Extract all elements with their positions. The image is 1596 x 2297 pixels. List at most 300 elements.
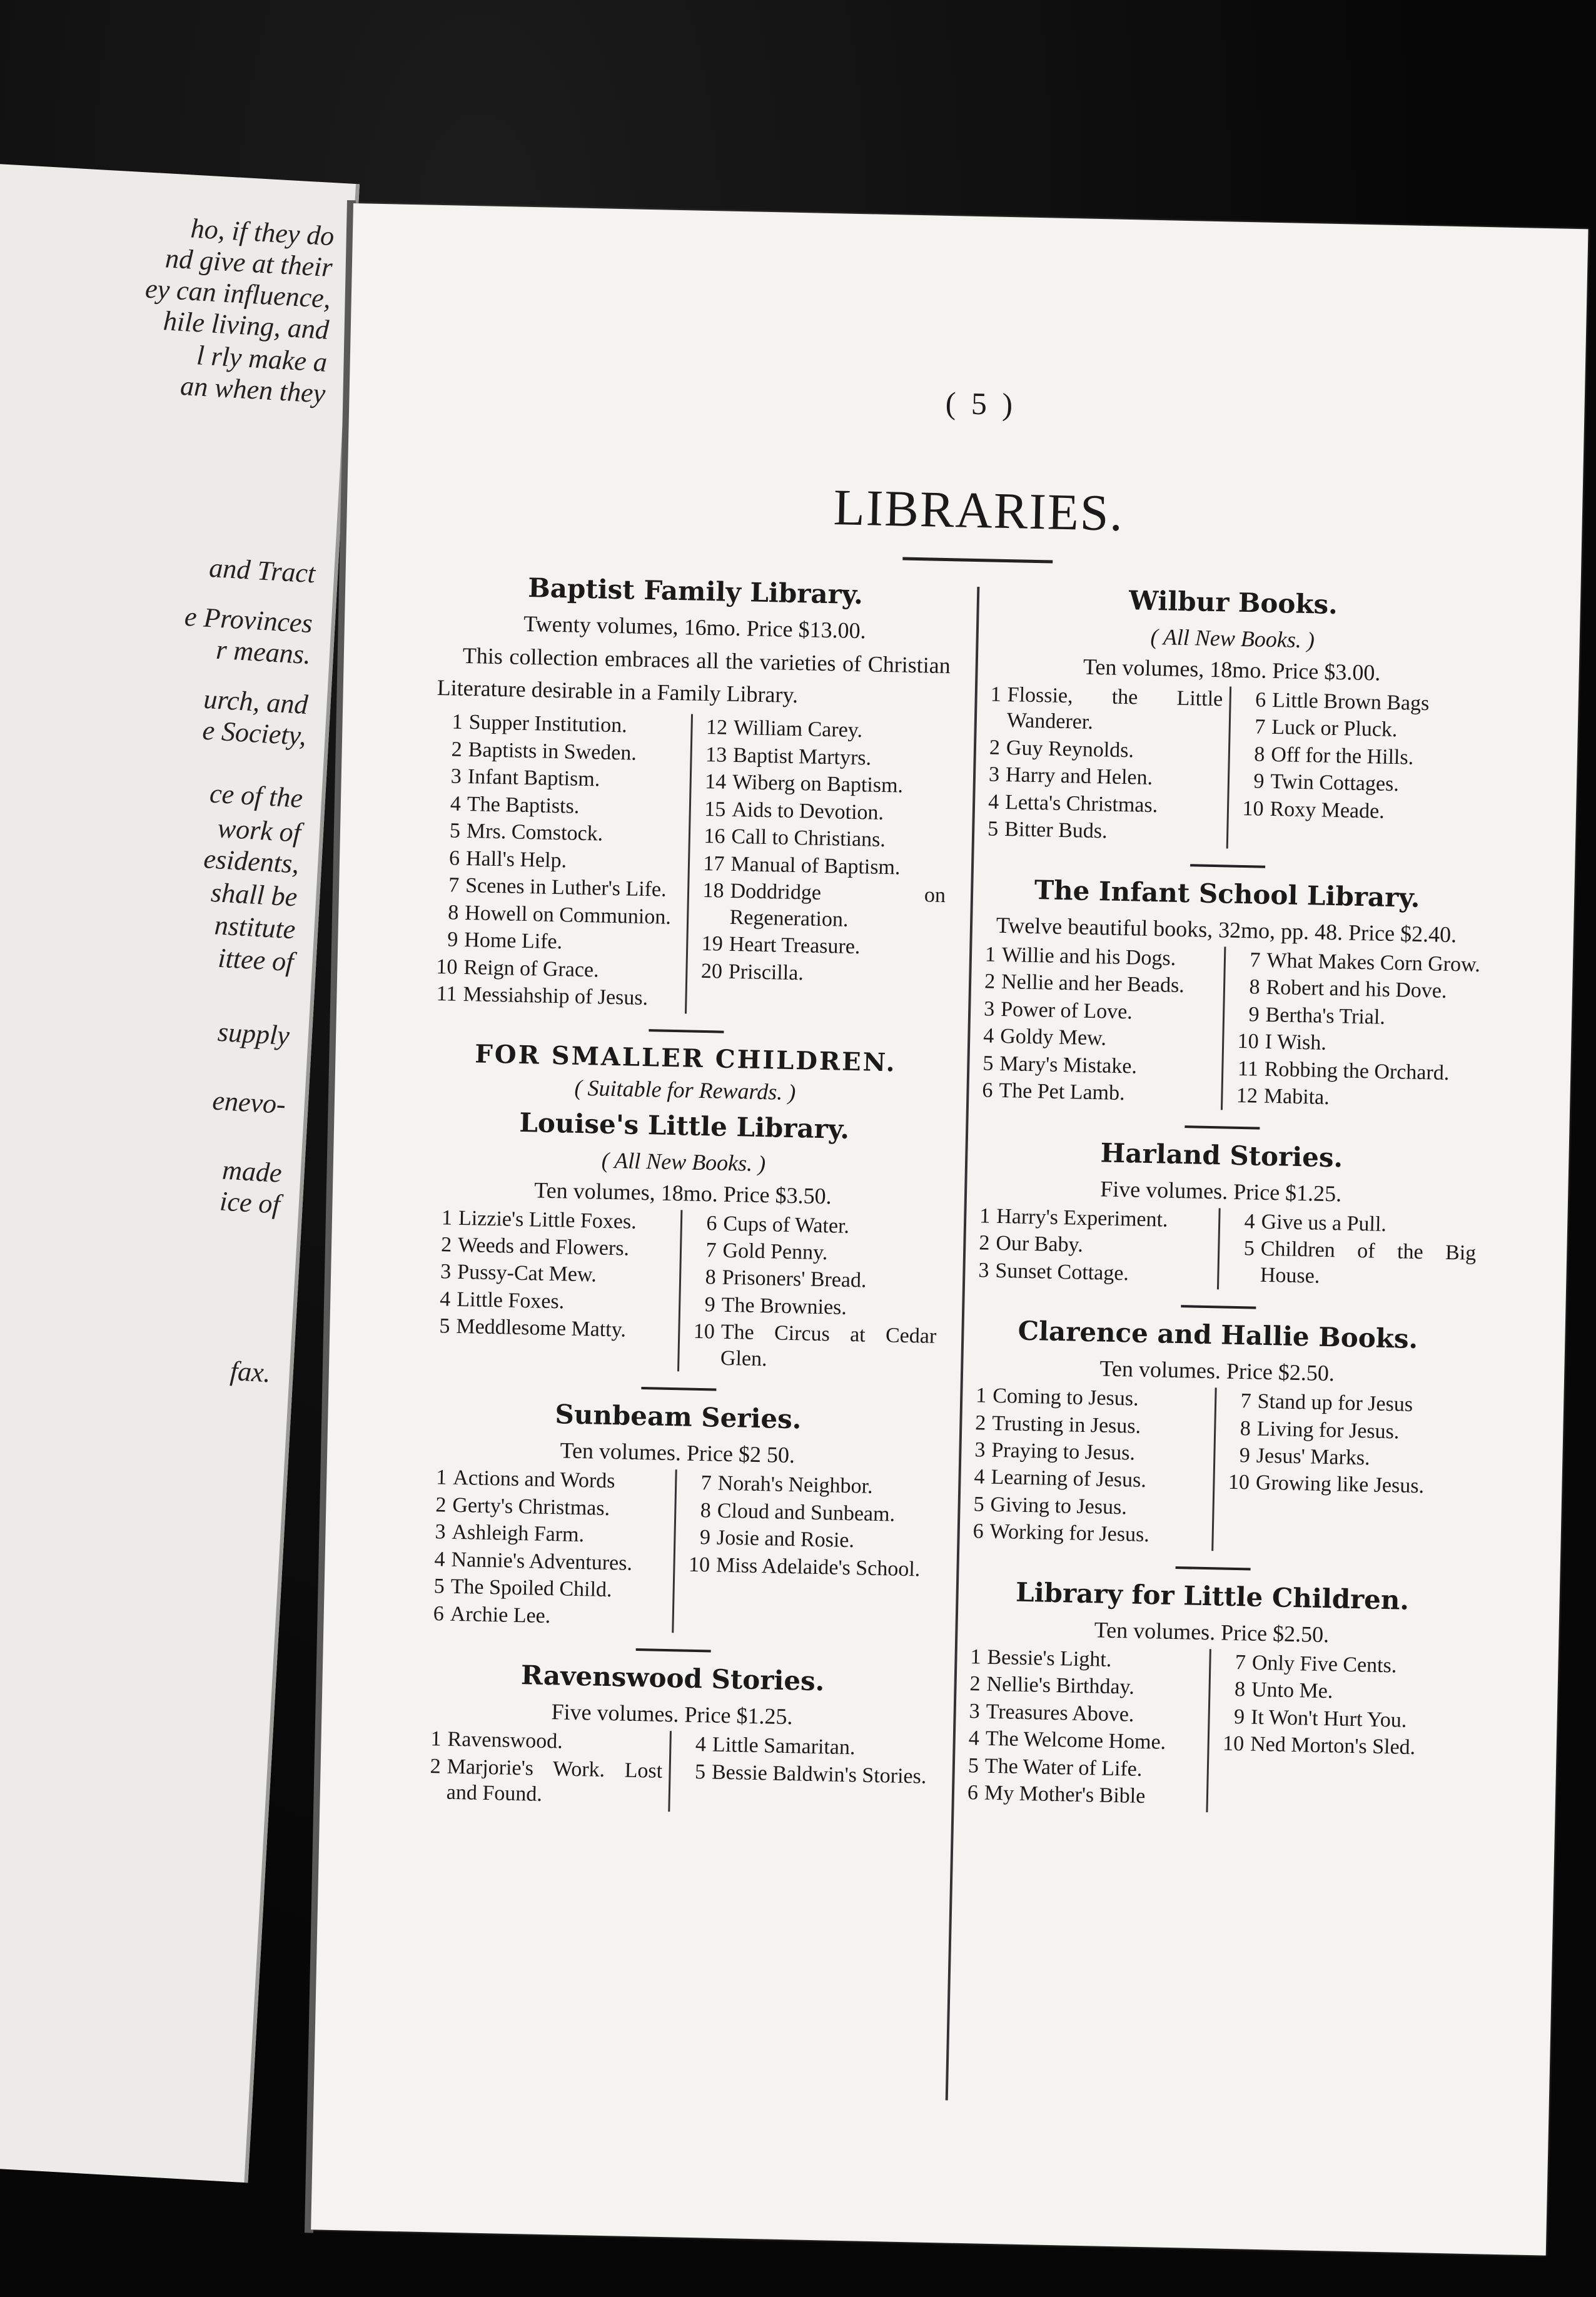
book-number: 16 bbox=[704, 824, 725, 848]
left-page-line: ey can influence, bbox=[144, 273, 332, 315]
left-column bbox=[401, 563, 964, 1817]
left-page-line: esidents, bbox=[203, 843, 300, 880]
book-number: 1 bbox=[441, 1205, 453, 1230]
book-number: 4 bbox=[439, 1287, 451, 1311]
book-number: 10 bbox=[1237, 1030, 1260, 1053]
book-title: Reign of Grace. bbox=[463, 955, 599, 982]
book-column-right bbox=[679, 1210, 939, 1377]
book-title: Miss Adelaide's School. bbox=[715, 1553, 921, 1581]
smaller-children-heading: FOR SMALLER CHILDREN. bbox=[474, 1038, 897, 1078]
book-entry bbox=[425, 1259, 673, 1290]
book-title: The Baptists. bbox=[467, 792, 580, 818]
book-entry bbox=[1220, 1649, 1468, 1680]
book-title: Harry and Helen. bbox=[1005, 763, 1153, 790]
book-number: 19 bbox=[701, 932, 724, 956]
sunbeam-title: Sunbeam Series. bbox=[555, 1399, 802, 1435]
infant-school-price: Twelve beautiful books, 32mo, pp. 48. Price $2.40. bbox=[996, 912, 1457, 948]
book-column-left bbox=[417, 1464, 677, 1633]
left-page-line: e Provinces bbox=[183, 601, 314, 639]
book-entry bbox=[1240, 687, 1488, 718]
book-number: 4 bbox=[1244, 1209, 1256, 1234]
book-column-left bbox=[423, 1204, 682, 1371]
sunbeam-books bbox=[417, 1464, 933, 1638]
book-number: 3 bbox=[978, 1258, 989, 1282]
book-number: 1 bbox=[452, 710, 463, 734]
book-entry bbox=[689, 1264, 937, 1296]
book-entry bbox=[435, 736, 684, 768]
book-entry bbox=[974, 681, 1223, 738]
left-page-line: enevo- bbox=[211, 1085, 287, 1120]
book-column-left bbox=[966, 941, 1226, 1110]
book-number: 2 bbox=[430, 1754, 442, 1778]
left-page-line: supply bbox=[216, 1016, 291, 1052]
book-entry bbox=[432, 900, 680, 931]
book-entry bbox=[954, 1671, 1202, 1702]
book-title: Robert and his Dove. bbox=[1266, 976, 1447, 1003]
book-column-right bbox=[674, 1470, 934, 1638]
book-entry bbox=[974, 734, 1222, 766]
book-number: 2 bbox=[984, 970, 996, 994]
book-title: Mabita. bbox=[1263, 1084, 1330, 1110]
book-title: Twin Cottages. bbox=[1270, 770, 1400, 796]
book-entry bbox=[959, 1409, 1208, 1441]
section-rule bbox=[1190, 864, 1265, 868]
book-entry bbox=[1223, 1469, 1472, 1501]
book-number: 5 bbox=[967, 1753, 979, 1778]
book-entry bbox=[973, 761, 1221, 793]
book-number: 3 bbox=[983, 997, 995, 1021]
book-title: Little Brown Bags bbox=[1271, 688, 1430, 716]
book-number: 7 bbox=[705, 1239, 717, 1262]
book-number: 1 bbox=[990, 682, 1002, 706]
book-number: 10 bbox=[693, 1320, 715, 1344]
book-title: Supper Institution. bbox=[468, 711, 628, 738]
little-children-title: Library for Little Children. bbox=[1015, 1576, 1410, 1616]
book-entry bbox=[433, 872, 681, 903]
book-column-left bbox=[952, 1643, 1211, 1812]
book-column-left bbox=[962, 1202, 1220, 1289]
book-entry bbox=[701, 714, 949, 746]
book-entry bbox=[695, 958, 944, 989]
book-entry bbox=[963, 1230, 1211, 1261]
book-entry bbox=[698, 851, 946, 882]
book-title: Growing like Jesus. bbox=[1255, 1471, 1425, 1498]
book-title: Marjorie's Work. Lost and Found. bbox=[446, 1755, 663, 1806]
left-page-line: nd give at their bbox=[164, 243, 333, 283]
book-entry bbox=[969, 968, 1217, 1000]
infant-school-title: The Infant School Library. bbox=[1034, 874, 1420, 913]
book-number: 10 bbox=[1222, 1732, 1245, 1756]
book-number: 3 bbox=[988, 763, 1000, 787]
page-content bbox=[401, 374, 1532, 1829]
left-page-line: nstitute bbox=[213, 910, 296, 945]
book-number: 7 bbox=[1240, 1389, 1252, 1413]
book-entry bbox=[430, 981, 679, 1012]
wilbur-books bbox=[972, 681, 1488, 854]
clarence-price: Ten volumes. Price $2.50. bbox=[1099, 1356, 1335, 1386]
book-column-right bbox=[1208, 1649, 1468, 1817]
book-column-right bbox=[1222, 946, 1482, 1115]
book-number: 6 bbox=[967, 1781, 979, 1805]
book-title: Mrs. Comstock. bbox=[466, 819, 604, 846]
book-title: Luck or Pluck. bbox=[1271, 716, 1398, 742]
book-entry bbox=[679, 1758, 927, 1790]
book-number: 5 bbox=[973, 1493, 985, 1516]
book-title: Guy Reynolds. bbox=[1006, 736, 1134, 763]
wilbur-subtitle: ( All New Books. ) bbox=[1150, 624, 1315, 653]
section-rule bbox=[1184, 1125, 1260, 1130]
book-number: 1 bbox=[984, 943, 996, 966]
book-number: 9 bbox=[1253, 769, 1265, 794]
book-title: Goldy Mew. bbox=[999, 1025, 1107, 1050]
book-number: 9 bbox=[699, 1526, 711, 1549]
louise-subtitle: ( All New Books. ) bbox=[601, 1147, 766, 1176]
book-number: 13 bbox=[705, 743, 727, 767]
book-number: 8 bbox=[700, 1498, 712, 1523]
book-entry bbox=[1234, 947, 1482, 978]
book-title: The Circus at Cedar Glen. bbox=[720, 1321, 937, 1371]
book-number: 1 bbox=[430, 1727, 442, 1751]
book-number: 10 bbox=[436, 955, 458, 979]
book-number: 9 bbox=[704, 1293, 716, 1317]
book-number: 8 bbox=[447, 901, 459, 925]
book-title: Nellie's Birthday. bbox=[986, 1673, 1135, 1699]
book-title: Gerty's Christmas. bbox=[452, 1493, 610, 1520]
section-rule bbox=[641, 1387, 716, 1391]
book-column-left bbox=[957, 1382, 1216, 1551]
section-rule bbox=[1176, 1566, 1251, 1571]
book-entry bbox=[685, 1470, 933, 1501]
columns bbox=[401, 563, 1527, 1829]
book-number: 11 bbox=[436, 982, 457, 1006]
book-number: 6 bbox=[972, 1519, 984, 1543]
book-title: Unto Me. bbox=[1251, 1678, 1333, 1703]
book-entry bbox=[433, 845, 682, 876]
book-entry bbox=[1233, 974, 1482, 1005]
book-entry bbox=[419, 1519, 667, 1550]
clarence-books bbox=[957, 1382, 1473, 1556]
book-entry bbox=[435, 791, 683, 822]
book-entry bbox=[1225, 1388, 1473, 1419]
book-number: 3 bbox=[969, 1699, 981, 1723]
book-entry bbox=[968, 996, 1216, 1027]
book-entry bbox=[1224, 1415, 1472, 1446]
book-number: 6 bbox=[433, 1601, 445, 1626]
book-number: 10 bbox=[1242, 796, 1264, 821]
book-title: Cups of Water. bbox=[723, 1212, 850, 1238]
book-title: Home Life. bbox=[463, 928, 563, 954]
book-title: Our Baby. bbox=[996, 1231, 1084, 1257]
book-entry bbox=[699, 823, 947, 854]
book-number: 17 bbox=[703, 851, 725, 876]
book-title: Bessie Baldwin's Stories. bbox=[711, 1760, 927, 1788]
left-page-line: ice of bbox=[219, 1185, 281, 1220]
book-title: Actions and Words bbox=[452, 1466, 615, 1493]
book-entry bbox=[952, 1780, 1200, 1811]
book-entry bbox=[1233, 1001, 1481, 1032]
book-title: Heart Treasure. bbox=[729, 932, 861, 959]
book-number: 11 bbox=[1237, 1057, 1259, 1081]
baptist-family-books bbox=[430, 709, 949, 1018]
book-title: Off for the Hills. bbox=[1270, 743, 1414, 769]
book-number: 14 bbox=[704, 770, 727, 794]
book-number: 2 bbox=[440, 1233, 452, 1257]
book-number: 4 bbox=[968, 1727, 980, 1750]
left-page-line: l rly make a bbox=[196, 340, 328, 378]
book-number: 9 bbox=[1248, 1003, 1260, 1027]
book-entry bbox=[684, 1524, 932, 1556]
book-column-left bbox=[430, 709, 692, 1013]
book-title: The Water of Life. bbox=[984, 1754, 1143, 1781]
louise-price: Ten volumes, 18mo. Price $3.50. bbox=[533, 1177, 832, 1209]
book-entry bbox=[1218, 1731, 1466, 1762]
book-number: 1 bbox=[975, 1384, 987, 1407]
harland-price: Five volumes. Price $1.25. bbox=[1099, 1175, 1342, 1207]
left-page-line: r means. bbox=[215, 634, 312, 671]
book-title: Willie and his Dogs. bbox=[1001, 943, 1176, 970]
book-entry bbox=[432, 926, 680, 958]
book-title: Little Samaritan. bbox=[712, 1733, 856, 1760]
book-title: Manual of Baptism. bbox=[730, 852, 901, 880]
book-title: Ned Morton's Sled. bbox=[1250, 1732, 1416, 1760]
book-number: 8 bbox=[1253, 743, 1265, 766]
book-entry bbox=[689, 1292, 937, 1323]
book-number: 7 bbox=[700, 1471, 712, 1495]
left-page-line: fax. bbox=[229, 1355, 272, 1389]
book-title: Children of the Big House. bbox=[1260, 1237, 1477, 1288]
book-title: Weeds and Flowers. bbox=[457, 1233, 630, 1260]
book-number: 2 bbox=[975, 1411, 986, 1435]
book-title: Aids to Devotion. bbox=[731, 798, 884, 824]
book-title: Priscilla. bbox=[728, 960, 804, 985]
book-number: 5 bbox=[987, 817, 999, 841]
wilbur-price: Ten volumes, 18mo. Price $3.00. bbox=[1083, 654, 1381, 686]
book-entry bbox=[964, 1202, 1212, 1234]
book-title: William Carey. bbox=[733, 716, 863, 743]
book-number: 3 bbox=[974, 1438, 986, 1462]
left-page-line: hile living, and bbox=[162, 305, 330, 345]
book-entry bbox=[688, 1319, 937, 1376]
page-number: ( 5 ) bbox=[945, 385, 1017, 422]
book-number: 8 bbox=[705, 1265, 717, 1289]
wilbur-title: Wilbur Books. bbox=[1128, 585, 1338, 621]
book-title: Doddridge on Regeneration. bbox=[729, 880, 946, 931]
book-number: 10 bbox=[1228, 1471, 1250, 1494]
book-entry bbox=[420, 1492, 668, 1523]
left-page-line: shall be bbox=[210, 876, 298, 913]
book-entry bbox=[959, 1437, 1207, 1468]
book-column-right bbox=[1228, 687, 1488, 854]
book-title: Nannie's Adventures. bbox=[451, 1548, 633, 1575]
book-number: 20 bbox=[700, 959, 723, 983]
book-entry bbox=[415, 1726, 663, 1757]
book-number: 9 bbox=[1239, 1444, 1251, 1468]
book-number: 8 bbox=[1240, 1416, 1251, 1440]
book-number: 1 bbox=[970, 1645, 981, 1669]
book-entry bbox=[1231, 1083, 1479, 1114]
book-title: Power of Love. bbox=[1000, 997, 1133, 1024]
book-number: 9 bbox=[1233, 1705, 1245, 1729]
book-column-left bbox=[413, 1726, 671, 1812]
book-title: The Pet Lamb. bbox=[999, 1079, 1125, 1105]
book-entry bbox=[967, 1023, 1216, 1054]
sunbeam-price: Ten volumes. Price $2 50. bbox=[560, 1438, 795, 1468]
book-title: The Spoiled Child. bbox=[450, 1574, 612, 1602]
book-title: Working for Jesus. bbox=[989, 1520, 1150, 1547]
book-number: 7 bbox=[448, 873, 460, 897]
left-page-line: e Society, bbox=[201, 714, 308, 751]
book-number: 5 bbox=[1243, 1237, 1255, 1260]
book-number: 3 bbox=[435, 1520, 446, 1544]
left-page-line: work of bbox=[216, 813, 302, 848]
book-entry bbox=[699, 796, 947, 828]
book-entry bbox=[418, 1573, 666, 1605]
book-title: Baptist Martyrs. bbox=[732, 743, 872, 770]
book-title: Hall's Help. bbox=[465, 846, 567, 873]
left-page-line: an when they bbox=[179, 370, 326, 409]
book-title: It Won't Hurt You. bbox=[1250, 1705, 1407, 1732]
book-title: Wiberg on Baptism. bbox=[732, 771, 904, 798]
book-entry bbox=[1239, 714, 1487, 745]
book-title: Learning of Jesus. bbox=[991, 1466, 1147, 1493]
left-page-line: ho, if they do bbox=[189, 213, 335, 252]
book-title: Prisoners' Bread. bbox=[722, 1266, 867, 1293]
book-title: Ravenswood. bbox=[447, 1727, 563, 1753]
book-entry bbox=[972, 789, 1221, 820]
book-column-right bbox=[1213, 1387, 1473, 1556]
book-title: Norah's Neighbor. bbox=[717, 1472, 873, 1499]
book-entry bbox=[426, 1204, 674, 1235]
book-entry bbox=[1231, 1055, 1480, 1087]
book-entry bbox=[966, 1077, 1215, 1108]
book-title: I Wish. bbox=[1265, 1030, 1327, 1055]
book-entry bbox=[684, 1551, 932, 1583]
book-number: 18 bbox=[702, 879, 724, 903]
left-page-line: ce of the bbox=[208, 778, 304, 814]
book-number: 3 bbox=[440, 1260, 452, 1284]
book-entry bbox=[423, 1313, 672, 1344]
book-entry bbox=[431, 953, 679, 985]
book-entry bbox=[435, 763, 683, 794]
book-number: 8 bbox=[1249, 975, 1260, 999]
book-entry bbox=[952, 1725, 1201, 1757]
ravenswood-title: Ravenswood Stories. bbox=[520, 1660, 825, 1697]
book-number: 12 bbox=[705, 716, 728, 740]
book-entry bbox=[952, 1752, 1200, 1783]
book-number: 5 bbox=[433, 1574, 445, 1598]
book-title: Trusting in Jesus. bbox=[992, 1411, 1141, 1438]
book-title: Mary's Mistake. bbox=[999, 1052, 1138, 1078]
section-rule bbox=[649, 1029, 724, 1033]
book-number: 4 bbox=[982, 1024, 994, 1048]
book-entry bbox=[1238, 741, 1487, 773]
book-number: 4 bbox=[987, 790, 999, 814]
book-title: The Brownies. bbox=[721, 1293, 847, 1319]
book-entry bbox=[700, 742, 949, 773]
book-number: 4 bbox=[434, 1547, 446, 1571]
section-rule bbox=[1181, 1305, 1256, 1309]
book-title: Lizzie's Little Foxes. bbox=[458, 1206, 637, 1234]
louise-books bbox=[423, 1204, 939, 1377]
book-title: Baptists in Sweden. bbox=[468, 738, 637, 765]
book-title: Cloud and Sunbeam. bbox=[717, 1499, 896, 1526]
book-number: 1 bbox=[435, 1466, 447, 1489]
book-title: Give us a Pull. bbox=[1261, 1210, 1387, 1236]
book-column-right bbox=[670, 1731, 928, 1817]
book-entry bbox=[434, 818, 682, 849]
book-number: 2 bbox=[435, 1493, 447, 1517]
book-title: Bessie's Light. bbox=[987, 1645, 1112, 1671]
book-number: 5 bbox=[439, 1314, 450, 1339]
book-title: Giving to Jesus. bbox=[990, 1493, 1128, 1519]
left-page-line: ittee of bbox=[217, 942, 295, 978]
book-number: 4 bbox=[974, 1465, 985, 1489]
book-entry bbox=[953, 1698, 1201, 1729]
book-entry bbox=[969, 941, 1218, 973]
book-entry bbox=[413, 1753, 662, 1810]
book-number: 6 bbox=[982, 1078, 993, 1102]
book-entry bbox=[1223, 1443, 1472, 1474]
book-column-right bbox=[1218, 1208, 1477, 1295]
baptist-family-title: Baptist Family Library. bbox=[527, 572, 864, 611]
book-title: Harry's Experiment. bbox=[996, 1204, 1168, 1232]
book-number: 4 bbox=[695, 1733, 707, 1757]
book-number: 4 bbox=[450, 792, 462, 816]
book-title: Roxy Meade. bbox=[1270, 797, 1385, 823]
right-page bbox=[311, 203, 1588, 2256]
book-title: Flossie, the Little Wanderer. bbox=[1006, 683, 1223, 734]
louise-title: Louise's Little Library. bbox=[518, 1107, 850, 1145]
book-number: 2 bbox=[969, 1672, 981, 1696]
book-title: My Mother's Bible bbox=[984, 1781, 1146, 1808]
ravenswood-books bbox=[413, 1726, 928, 1817]
book-title: The Welcome Home. bbox=[985, 1727, 1166, 1754]
book-title: Living for Jesus. bbox=[1256, 1417, 1400, 1443]
book-entry bbox=[684, 1497, 932, 1528]
section-rule bbox=[636, 1648, 711, 1653]
book-title: Little Foxes. bbox=[456, 1287, 565, 1314]
book-entry bbox=[957, 1518, 1205, 1549]
book-entry bbox=[700, 769, 948, 800]
book-entry bbox=[1228, 1208, 1477, 1239]
book-entry bbox=[418, 1546, 667, 1577]
book-title: Messiahship of Jesus. bbox=[463, 983, 649, 1010]
ravenswood-price: Five volumes. Price $1.25. bbox=[551, 1699, 793, 1730]
little-children-books bbox=[952, 1643, 1468, 1817]
book-entry bbox=[1228, 1235, 1477, 1292]
book-title: Call to Christians. bbox=[731, 825, 886, 852]
book-number: 5 bbox=[694, 1760, 706, 1783]
book-column-left bbox=[972, 681, 1231, 848]
book-number: 2 bbox=[989, 736, 1001, 759]
book-title: Meddlesome Matty. bbox=[456, 1315, 627, 1342]
book-entry bbox=[680, 1732, 928, 1763]
book-number: 12 bbox=[1236, 1084, 1258, 1108]
book-number: 15 bbox=[704, 797, 726, 821]
book-number: 7 bbox=[1254, 715, 1266, 739]
book-title: Praying to Jesus. bbox=[991, 1438, 1136, 1465]
book-title: Nellie and her Beads. bbox=[1001, 970, 1185, 998]
book-entry bbox=[1237, 796, 1485, 827]
book-entry bbox=[696, 931, 944, 962]
book-title: Archie Lee. bbox=[450, 1602, 551, 1628]
book-number: 9 bbox=[447, 928, 458, 951]
book-title: Jesus' Marks. bbox=[1256, 1444, 1371, 1470]
book-title: Bertha's Trial. bbox=[1265, 1003, 1386, 1029]
book-entry bbox=[424, 1286, 672, 1317]
harland-books bbox=[962, 1202, 1477, 1295]
book-title: Scenes in Luther's Life. bbox=[465, 874, 667, 901]
